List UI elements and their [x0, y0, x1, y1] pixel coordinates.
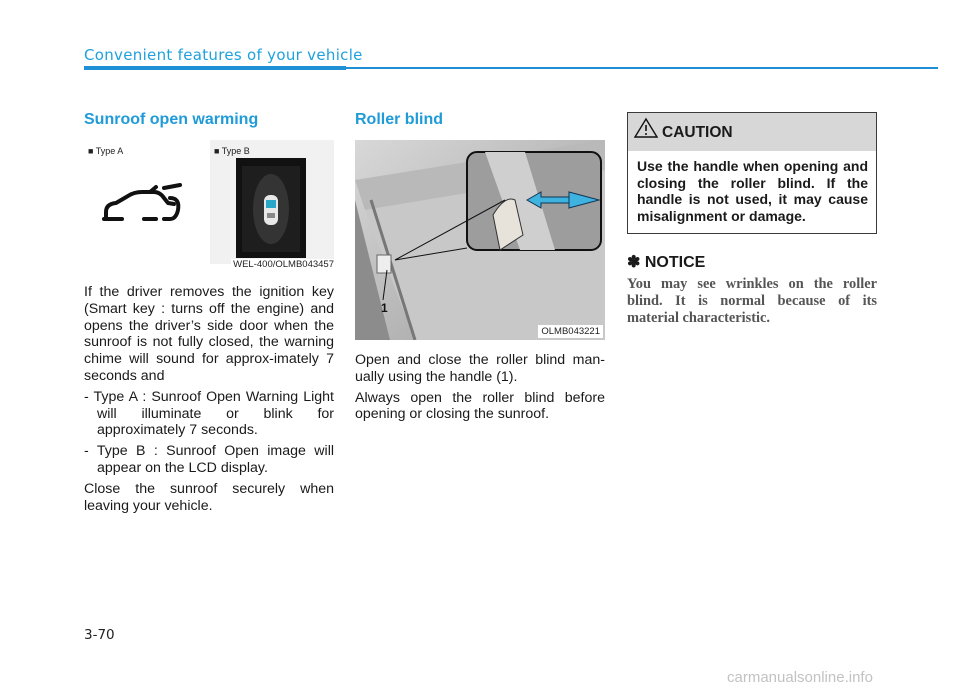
lcd-sunroof-open-image [210, 140, 334, 264]
caution-notice-column [627, 112, 877, 326]
type-b-panel [210, 140, 334, 264]
type-a-panel [84, 140, 208, 264]
sunroof-para-2: Close the sunroof securely when leaving your vehicle. [84, 480, 334, 514]
roller-para-1: Open and close the roller blind man-ually using the handle (1). [355, 352, 605, 385]
sunroof-open-warning-icon [84, 140, 208, 264]
photo-code: OLMB043221 [538, 325, 603, 338]
header-accent-bar [84, 66, 346, 70]
sunroof-warning-column [84, 110, 334, 518]
sunroof-item-type-a: - Type A : Sunroof Open Warning Light will illuminate or blink for approximately 7 seconds. [84, 388, 334, 439]
handle-callout-number: 1 [381, 301, 388, 315]
warning-triangle-icon [634, 117, 658, 139]
section-header-title: Convenient features of your vehicle [84, 46, 363, 64]
type-b-label: ■ Type B [214, 146, 250, 156]
header-rule [346, 67, 938, 69]
roller-blind-text [355, 352, 605, 423]
figure-code: WEL-400/OLMB043457 [233, 259, 334, 270]
watermark: carmanualsonline.info [727, 669, 873, 686]
caution-header [628, 113, 876, 151]
roller-blind-photo [355, 140, 605, 340]
sunroof-item-type-b: - Type B : Sunroof Open image will appear on the LCD display. [84, 443, 334, 476]
sunroof-warning-text [84, 284, 334, 514]
roller-blind-heading: Roller blind [355, 111, 443, 128]
sunroof-para-1: If the driver removes the ignition key (Smart key : turns off the engine) and opens the driver’s side door when the sunroof is not fully closed, the warning chime will sound for approx-imately 7 seconds and [84, 284, 334, 384]
notice-title: ✽ NOTICE [627, 254, 706, 271]
roller-blind-illustration [355, 140, 605, 340]
notice-text: You may see wrinkles on the roller blind. It is normal because of its material characteristic. [627, 276, 877, 326]
type-a-label: ■ Type A [88, 146, 124, 156]
sunroof-warning-figure [84, 140, 334, 268]
roller-blind-column [355, 110, 605, 427]
sunroof-warning-heading: Sunroof open warming [84, 111, 259, 128]
caution-box [627, 112, 877, 234]
roller-para-2: Always open the roller blind before opening or closing the sunroof. [355, 389, 605, 423]
caution-title: CAUTION [662, 124, 733, 141]
page-number: 3-70 [84, 627, 115, 643]
caution-text: Use the handle when opening and closing the roller blind. If the handle is not used, it may cause misalignment or damage. [637, 158, 868, 224]
